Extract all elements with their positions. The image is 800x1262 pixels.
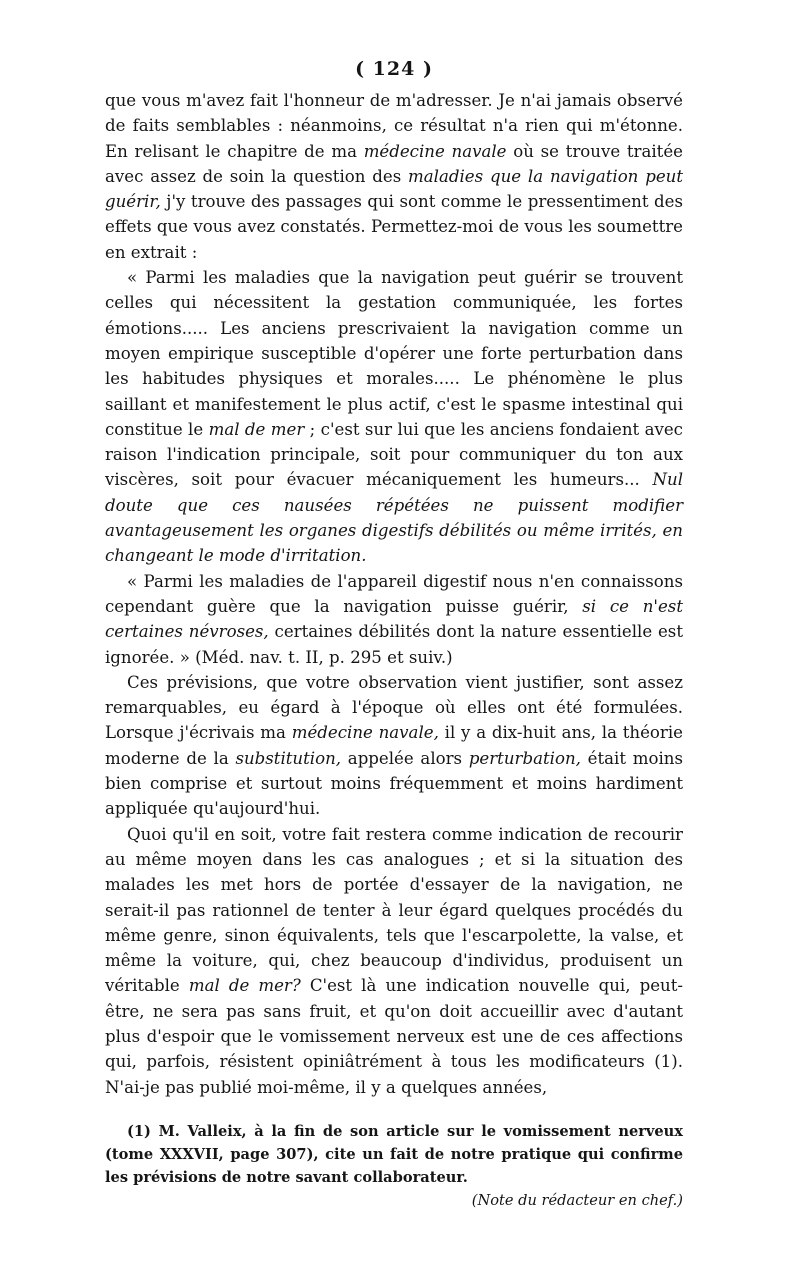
footnote-text: (1) M. Valleix, à la fin de son article sur le vomissement nerveux (tome XXXVII, page 307), cite un fait de notre pratique qui confirme les prévisions de notre savant collaborateur. [105,1122,683,1186]
footnote-spacer [105,1100,683,1120]
body-text [105,88,683,1100]
paragraph-1: que vous m'avez fait l'honneur de m'adresser. Je n'ai jamais observé de faits semblables : néanmoins, ce résultat n'a rien qui m'étonne. En relisant le chapitre de ma médecine navale où se trouve traitée avec assez de soin la question des maladies que la navigation peut guérir, j'y trouve des passages qui sont comme le pressentiment des effets que vous avez constatés. Permettez-moi de vous les soumettre en extrait : [105,91,683,262]
book-page [105,58,683,1212]
paragraph-3-quote: « Parmi les maladies de l'appareil digestif nous n'en connaissons cependant guère que la navigation puisse guérir, si ce n'est certaines névroses, certaines débilités dont la nature essentielle est ignorée. » (Méd. nav. t. II, p. 295 et suiv.) [105,571,683,667]
footnote-editor-note: (Note du rédacteur en chef.) [471,1191,683,1209]
paragraph-2-quote: « Parmi les maladies que la navigation peut guérir se trouvent celles qui nécessitent la gestation communiquée, les fortes émotions..... Les anciens prescrivaient la navigation comme un moyen empirique susceptible d'opérer une forte perturbation dans les habitudes physiques et morales..... Le phénomène le plus saillant et manifestement le plus actif, c'est le spasme intestinal qui constitue le mal de mer ; c'est sur lui que les anciens fondaient avec raison l'indication principale, soit pour communiquer du ton aux viscères, soit pour évacuer mécaniquement les humeurs... Nul doute que ces nausées répétées ne puissent modifier avantageusement les organes digestifs débilités ou même irrités, en changeant le mode d'irritation. [105,268,683,566]
page-number: ( 124 ) [355,58,433,80]
paragraph-4: Ces prévisions, que votre observation vient justifier, sont assez remarquables, eu égard à l'époque où elles ont été formulées. Lorsque j'écrivais ma médecine navale, il y a dix-huit ans, la théorie moderne de la substitution, appelée alors perturbation, était moins bien comprise et surtout moins fréquemment et moins hardiment appliquée qu'aujourd'hui. [105,672,683,819]
footnote [105,1120,683,1209]
footnote-paragraph [105,1120,683,1209]
paragraph-5: Quoi qu'il en soit, votre fait restera comme indication de recourir au même moyen dans les cas analogues ; et si la situation des malades les met hors de portée d'essayer de la navigation, ne serait-il pas rationnel de tenter à leur égard quelques procédés du même genre, sinon équivalents, tels que l'escarpolette, la valse, et même la voiture, qui, chez beaucoup d'individus, produisent un véritable mal de mer? C'est là une indication nouvelle qui, peut-être, ne sera pas sans fruit, et qu'on doit accueillir avec d'autant plus d'espoir que le vomissement nerveux est une de ces affections qui, parfois, résistent opiniâtrément à tous les modificateurs (1). N'ai-je pas publié moi-même, il y a quelques années, [105,824,683,1097]
